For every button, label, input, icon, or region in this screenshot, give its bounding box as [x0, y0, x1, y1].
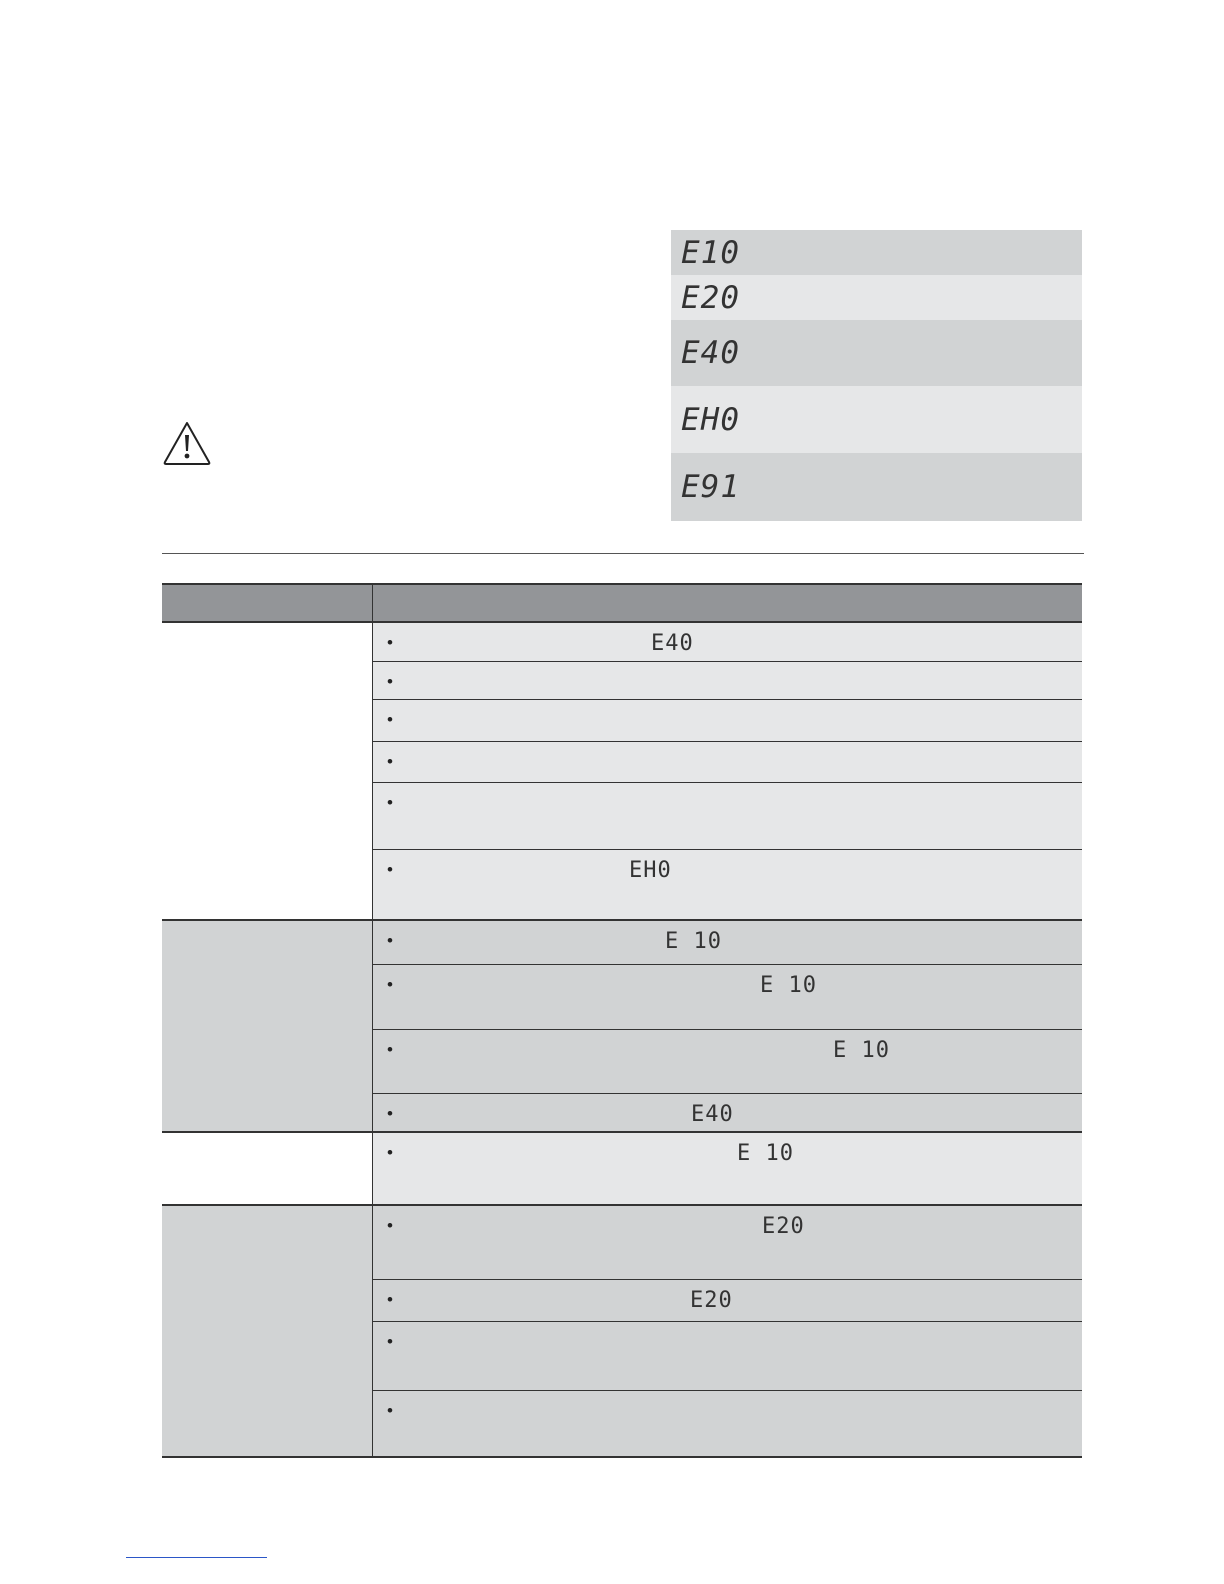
- bullet: •: [387, 793, 393, 812]
- table-row: [373, 700, 1082, 742]
- header-cell-problem: [162, 585, 373, 621]
- table-group: [162, 1133, 1082, 1206]
- row-error-code: E20: [762, 1214, 805, 1239]
- table-row: [373, 662, 1082, 700]
- table-row: [373, 1030, 1082, 1094]
- table-row: [373, 850, 1082, 919]
- problem-cell: [162, 623, 373, 919]
- bullet: •: [387, 1104, 393, 1123]
- problem-cell: [162, 1206, 373, 1456]
- footer-link-underline: [126, 1557, 267, 1558]
- bullet: •: [387, 931, 393, 950]
- bullet: •: [387, 710, 393, 729]
- bullet: •: [387, 860, 393, 879]
- error-code: E10: [681, 234, 740, 271]
- table-group: [162, 623, 1082, 921]
- error-code: E91: [681, 469, 740, 505]
- table-row: [373, 1206, 1082, 1280]
- row-error-code: E40: [691, 1102, 734, 1127]
- bullet: •: [387, 1332, 393, 1351]
- row-error-code: E 10: [737, 1141, 794, 1166]
- table-row: [373, 1280, 1082, 1322]
- error-codes-panel: [671, 230, 1082, 521]
- bullet: •: [387, 975, 393, 994]
- row-error-code: E 10: [760, 973, 817, 998]
- table-row: [373, 1322, 1082, 1391]
- table-row: [373, 965, 1082, 1030]
- code-row-e40: [671, 320, 1082, 386]
- bullet: •: [387, 1290, 393, 1309]
- error-code: E40: [681, 335, 740, 371]
- table-row: [373, 921, 1082, 965]
- code-row-e10: [671, 230, 1082, 275]
- table-row: [373, 1391, 1082, 1456]
- table-group: [162, 1206, 1082, 1458]
- row-error-code: E 10: [665, 929, 722, 954]
- row-error-code: E40: [651, 631, 694, 656]
- row-error-code: E20: [690, 1288, 733, 1313]
- bullet: •: [387, 672, 393, 691]
- table-row: [373, 742, 1082, 783]
- error-code: EH0: [681, 401, 740, 438]
- row-error-code: EH0: [629, 858, 672, 883]
- bullet: •: [387, 633, 393, 652]
- table-row: [373, 1094, 1082, 1131]
- warning-triangle-icon: [162, 420, 212, 466]
- problem-cell: [162, 921, 373, 1131]
- bullet: •: [387, 752, 393, 771]
- header-cell-solution: [373, 585, 1082, 621]
- problem-cell: [162, 1133, 373, 1204]
- row-error-code: E 10: [833, 1038, 890, 1063]
- bullet: •: [387, 1401, 393, 1420]
- section-divider: [162, 553, 1084, 554]
- table-header: [162, 583, 1082, 623]
- table-group: [162, 921, 1082, 1133]
- code-row-eh0: [671, 386, 1082, 453]
- table-row: [373, 783, 1082, 850]
- code-row-e20: [671, 275, 1082, 320]
- fault-table: [162, 583, 1082, 1458]
- bullet: •: [387, 1216, 393, 1235]
- code-row-e91: [671, 453, 1082, 521]
- table-row: [373, 1133, 1082, 1204]
- bullet: •: [387, 1143, 393, 1162]
- bullet: •: [387, 1040, 393, 1059]
- error-code: E20: [681, 279, 740, 316]
- table-row: [373, 623, 1082, 662]
